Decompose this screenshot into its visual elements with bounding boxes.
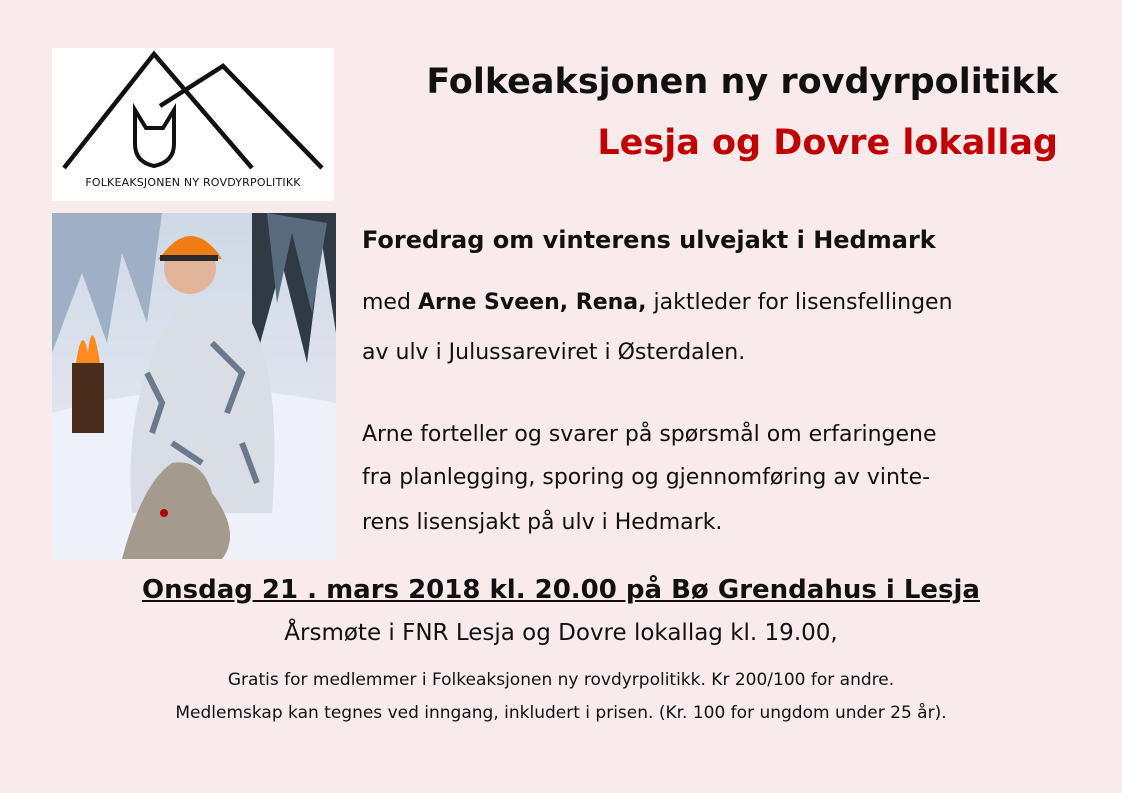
price-note: Gratis for medlemmer i Folkeaksjonen ny rovdyrpolitikk. Kr 200/100 for andre. — [227, 670, 895, 690]
intro-suffix: jaktleder for lisensfellingen — [646, 290, 953, 315]
page-title: Folkeaksjonen ny rovdyrpolitikk — [426, 62, 1058, 102]
intro-prefix: med — [362, 290, 418, 315]
talk-description-line3: rens lisensjakt på ulv i Hedmark. — [362, 510, 723, 535]
talk-intro-line2: av ulv i Julussareviret i Østerdalen. — [362, 340, 746, 365]
speaker-photo — [52, 213, 336, 559]
organization-logo — [52, 48, 334, 201]
event-date-location: Onsdag 21 . mars 2018 kl. 20.00 på Bø Grendahus i Lesja — [142, 575, 980, 605]
annual-meeting-line: Årsmøte i FNR Lesja og Dovre lokallag kl. 19.00, — [284, 620, 838, 646]
talk-description-line1: Arne forteller og svarer på spørsmål om erfaringene — [362, 422, 937, 447]
talk-heading: Foredrag om vinterens ulvejakt i Hedmark — [362, 226, 936, 254]
membership-note: Medlemskap kan tegnes ved inngang, inkludert i prisen. (Kr. 100 for ungdom under 25 år). — [175, 703, 947, 723]
talk-intro-line1 — [362, 290, 953, 316]
page-subtitle: Lesja og Dovre lokallag — [597, 123, 1058, 163]
talk-description-line2: fra planlegging, sporing og gjennomføring av vinte- — [362, 465, 931, 490]
logo-text: FOLKEAKSJONEN NY ROVDYRPOLITIKK — [85, 176, 301, 189]
speaker-name: Arne Sveen, Rena, — [417, 290, 647, 315]
